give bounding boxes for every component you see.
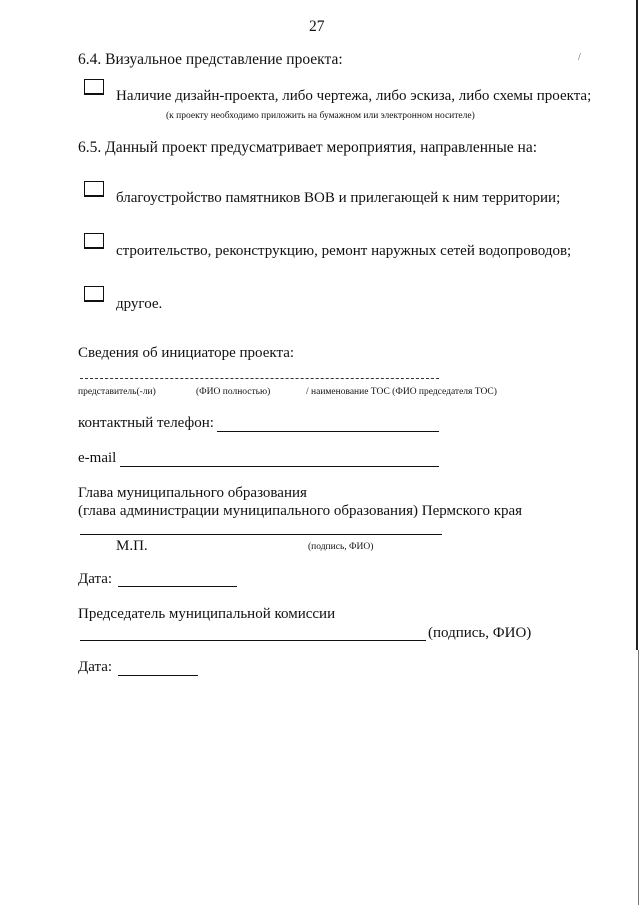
head-sign-caption: (подпись, ФИО) <box>308 542 374 552</box>
commission-label: Председатель муниципальной комиссии <box>78 606 336 622</box>
commission-date-field[interactable] <box>118 675 198 676</box>
checkbox-other[interactable] <box>84 286 104 302</box>
scan-edge-bottom <box>638 650 639 905</box>
scan-edge-top <box>636 0 638 650</box>
caption-fio: (ФИО полностью) <box>196 387 271 397</box>
initiator-heading: Сведения об инициаторе проекта: <box>78 345 295 361</box>
caption-representative: представитель(-ли) <box>78 387 156 397</box>
page-number: 27 <box>309 18 325 35</box>
email-field[interactable] <box>120 466 439 467</box>
commission-sign-caption: (подпись, ФИО) <box>428 625 532 641</box>
head-signature-line[interactable] <box>80 534 442 535</box>
checkbox-design-project[interactable] <box>84 79 104 95</box>
head-date-label: Дата: <box>78 571 113 587</box>
checkbox-water-networks[interactable] <box>84 233 104 249</box>
scan-mark: / <box>578 52 581 63</box>
phone-field[interactable] <box>217 431 439 432</box>
attachment-note: (к проекту необходимо приложить на бумажном или электронном носителе) <box>166 111 475 121</box>
section-6-4-heading: 6.4. Визуальное представление проекта: <box>78 51 343 68</box>
checkbox-monuments[interactable] <box>84 181 104 197</box>
option-other: другое. <box>116 296 163 312</box>
option-monuments: благоустройство памятников ВОВ и прилегающей к ним территории; <box>116 190 561 206</box>
commission-date-label: Дата: <box>78 659 113 675</box>
head-title-line2: (глава администрации муниципального образования) Пермского края <box>78 503 523 519</box>
caption-tos: / наименование ТОС (ФИО председателя ТОС) <box>306 387 497 397</box>
phone-label: контактный телефон: <box>78 415 214 431</box>
commission-signature-line[interactable] <box>80 640 426 641</box>
option-water-networks: строительство, реконструкцию, ремонт наружных сетей водопроводов; <box>116 243 572 259</box>
stamp-label: М.П. <box>116 538 148 554</box>
head-title-line1: Глава муниципального образования <box>78 485 307 501</box>
head-date-field[interactable] <box>118 586 237 587</box>
option-design-project: Наличие дизайн-проекта, либо чертежа, либо эскиза, либо схемы проекта; <box>116 88 592 104</box>
email-label: e-mail <box>78 450 117 466</box>
section-6-5-heading: 6.5. Данный проект предусматривает мероприятия, направленные на: <box>78 139 538 156</box>
initiator-field-line[interactable] <box>80 378 439 379</box>
